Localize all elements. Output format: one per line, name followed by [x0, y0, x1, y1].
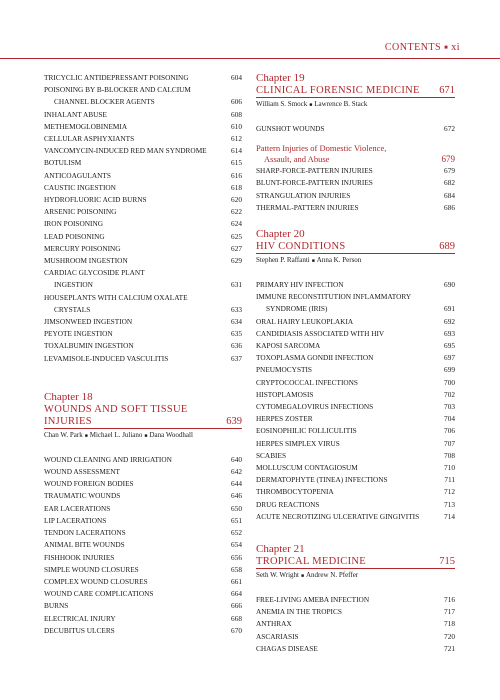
- toc-entry[interactable]: [44, 121, 242, 133]
- toc-entry[interactable]: [256, 631, 455, 643]
- toc-list: [44, 454, 242, 637]
- chapter-number: Chapter 21: [256, 543, 305, 556]
- toc-entry-title: MUSHROOM INGESTION: [44, 256, 128, 266]
- chapter-number: Chapter 19: [256, 72, 305, 84]
- toc-entry-title: JIMSONWEED INGESTION: [44, 317, 133, 327]
- toc-entry-title: TRICYCLIC ANTIDEPRESSANT POISONING: [44, 73, 189, 82]
- toc-entry[interactable]: [44, 72, 242, 84]
- author: Andrew N. Pfeffer: [306, 571, 359, 580]
- toc-entry-title: SHARP-FORCE-PATTERN INJURIES: [256, 166, 373, 176]
- toc-entry-title: VANCOMYCIN-INDUCED RED MAN SYNDROME: [44, 146, 207, 156]
- toc-entry[interactable]: [256, 618, 455, 630]
- toc-entry[interactable]: [256, 389, 455, 401]
- toc-entry-page: 610: [231, 121, 242, 131]
- toc-entry-page: 706: [444, 426, 455, 436]
- chapter-number: Chapter 20: [256, 228, 305, 241]
- toc-entry[interactable]: [44, 600, 242, 612]
- toc-entry-page: 651: [231, 515, 242, 525]
- toc-entry-page: 620: [231, 195, 242, 205]
- toc-entry-title: SYNDROME (IRIS): [266, 304, 328, 314]
- toc-entry-title: WOUND CLEANING AND IRRIGATION: [44, 454, 172, 464]
- toc-entry-page: 636: [231, 341, 242, 351]
- toc-entry-title: FISHHOOK INJURIES: [44, 552, 115, 562]
- toc-entry-title: CHANNEL BLOCKER AGENTS: [54, 97, 155, 107]
- author: Seth W. Wright: [256, 571, 299, 580]
- toc-entry-page: 682: [444, 178, 455, 188]
- toc-entry[interactable]: [256, 511, 455, 523]
- toc-entry[interactable]: [256, 364, 455, 376]
- chapter-number: Chapter 18: [44, 390, 93, 403]
- toc-entry[interactable]: [256, 177, 455, 189]
- author-separator: ■: [84, 433, 88, 439]
- toc-entry[interactable]: [44, 515, 242, 527]
- toc-entry-continuation[interactable]: [44, 304, 242, 316]
- toc-entry-page: 650: [231, 503, 242, 513]
- toc-entry-title: INGESTION: [54, 280, 93, 290]
- chapter-18: [44, 391, 242, 637]
- toc-entry-page: 702: [444, 389, 455, 399]
- toc-entry-title: ANTHRAX: [256, 619, 292, 629]
- chapter-title-row: [256, 556, 455, 569]
- toc-entry-page: 640: [231, 454, 242, 464]
- chapter-title[interactable]: CLINICAL FORENSIC MEDICINE: [256, 85, 420, 96]
- toc-entry-page: 627: [231, 243, 242, 253]
- toc-entry-title: BLUNT-FORCE-PATTERN INJURIES: [256, 178, 373, 188]
- toc-entry-title: WOUND ASSESSMENT: [44, 467, 121, 477]
- toc-entry-page: 690: [444, 280, 455, 290]
- toc-entry-title: IMMUNE RECONSTITUTION INFLAMMATORY: [256, 292, 412, 302]
- chapter-authors: [256, 570, 455, 582]
- toc-entry-title: PRIMARY HIV INFECTION: [256, 280, 344, 290]
- toc-entry-page: [439, 291, 455, 303]
- toc-entry[interactable]: [256, 377, 455, 389]
- header-separator: ■: [444, 44, 449, 51]
- toc-entry-page: 707: [444, 438, 455, 448]
- toc-entry-page: 699: [444, 365, 455, 375]
- chapter-authors: [256, 255, 455, 267]
- chapter-title-cont[interactable]: INJURIES: [44, 415, 92, 427]
- toc-entry[interactable]: [44, 613, 242, 625]
- chapter-title[interactable]: WOUNDS AND SOFT TISSUE: [44, 403, 188, 415]
- toc-entry-title: CYTOMEGALOVIRUS INFECTIONS: [256, 402, 374, 412]
- chapter-page: 671: [439, 85, 455, 96]
- toc-entry[interactable]: [256, 340, 455, 352]
- toc-entry-title: WOUND FOREIGN BODIES: [44, 479, 134, 489]
- toc-entry[interactable]: [44, 588, 242, 600]
- toc-entry-title: SCABIES: [256, 450, 287, 460]
- toc-entry-title: LEAD POISONING: [44, 231, 105, 241]
- toc-entry[interactable]: [44, 243, 242, 255]
- toc-entry[interactable]: [44, 109, 242, 121]
- toc-entry-page: 622: [231, 207, 242, 217]
- toc-entry-page: 684: [444, 190, 455, 200]
- toc-entry-page: 666: [231, 601, 242, 611]
- toc-entry-title: CELLULAR ASPHYXIANTS: [44, 134, 135, 144]
- chapter-page: 689: [439, 241, 455, 253]
- toc-entry-page: 708: [444, 450, 455, 460]
- toc-entry-page: 672: [444, 124, 455, 133]
- toc-entry-title: EOSINOPHILIC FOLLICULITIS: [256, 426, 357, 436]
- toc-entry[interactable]: [44, 255, 242, 267]
- toc-entry[interactable]: [44, 328, 242, 340]
- toc-entry-title: ELECTRICAL INJURY: [44, 613, 116, 623]
- toc-entry[interactable]: [44, 490, 242, 502]
- toc-entry[interactable]: [44, 564, 242, 576]
- author-separator: ■: [311, 259, 315, 265]
- toc-entry[interactable]: [256, 279, 455, 291]
- toc-entry[interactable]: [256, 352, 455, 364]
- toc-entry[interactable]: [44, 292, 242, 304]
- toc-entry-title: BOTULISM: [44, 158, 82, 168]
- toc-entry[interactable]: [256, 123, 455, 135]
- toc-entry-page: 670: [231, 625, 242, 635]
- toc-entry[interactable]: [256, 606, 455, 618]
- toc-entry-page: 624: [231, 219, 242, 229]
- left-column: [44, 72, 242, 637]
- toc-entry[interactable]: [44, 267, 242, 279]
- toc-entry-title: STRANGULATION INJURIES: [256, 190, 351, 200]
- toc-entry-page: 634: [231, 317, 242, 327]
- toc-entry-page: 631: [231, 280, 242, 290]
- toc-entry-page: 714: [444, 511, 455, 521]
- toc-entry-title: METHEMOGLOBINEMIA: [44, 121, 128, 131]
- toc-list: [256, 123, 455, 135]
- toc-list-continued: [44, 72, 242, 365]
- toc-entry-continuation[interactable]: [44, 96, 242, 108]
- author-separator: ■: [144, 433, 148, 439]
- toc-entry[interactable]: [44, 194, 242, 206]
- toc-entry-page: 691: [444, 304, 455, 314]
- toc-entry[interactable]: [256, 594, 455, 606]
- toc-entry[interactable]: [44, 478, 242, 490]
- toc-entry-title: THROMBOCYTOPENIA: [256, 487, 334, 497]
- toc-entry-continuation[interactable]: [256, 303, 455, 315]
- toc-list: [256, 165, 455, 214]
- toc-entry[interactable]: [44, 182, 242, 194]
- toc-entry-title: ORAL HAIRY LEUKOPLAKIA: [256, 316, 354, 326]
- chapter-21: [256, 543, 455, 655]
- toc-entry[interactable]: [256, 413, 455, 425]
- toc-entry-page: 661: [231, 576, 242, 586]
- running-header: [385, 42, 460, 53]
- toc-entry-title: EAR LACERATIONS: [44, 503, 111, 513]
- toc-entry-page: [226, 292, 242, 304]
- toc-entry[interactable]: [44, 527, 242, 539]
- toc-entry-title: PEYOTE INGESTION: [44, 329, 113, 339]
- toc-entry[interactable]: [256, 486, 455, 498]
- toc-entry-page: 644: [231, 479, 242, 489]
- toc-entry-title: CANDIDIASIS ASSOCIATED WITH HIV: [256, 328, 385, 338]
- author: Anna K. Person: [316, 256, 362, 265]
- toc-entry-page: 604: [231, 73, 242, 82]
- toc-entry-title: GUNSHOT WOUNDS: [256, 124, 325, 133]
- toc-entry-page: 635: [231, 329, 242, 339]
- toc-entry-page: 646: [231, 491, 242, 501]
- toc-list: [256, 594, 455, 655]
- toc-entry-page: 668: [231, 613, 242, 623]
- toc-entry-title: HISTOPLAMOSIS: [256, 389, 314, 399]
- toc-entry-page: 656: [231, 552, 242, 562]
- toc-entry-page: 712: [444, 487, 455, 497]
- toc-entry[interactable]: [44, 206, 242, 218]
- toc-entry[interactable]: [44, 454, 242, 466]
- chapter-authors: [44, 430, 242, 442]
- toc-entry-title: CRYSTALS: [54, 304, 91, 314]
- toc-entry[interactable]: [44, 552, 242, 564]
- toc-entry-title: DRUG REACTIONS: [256, 499, 320, 509]
- toc-entry[interactable]: [256, 165, 455, 177]
- toc-entry-title: TOXALBUMIN INGESTION: [44, 341, 134, 351]
- toc-entry[interactable]: [44, 157, 242, 169]
- toc-entry-page: 692: [444, 316, 455, 326]
- toc-entry-title: FREE-LIVING AMEBA INFECTION: [256, 595, 370, 605]
- chapter-title-row: [256, 85, 455, 98]
- toc-entry-title: ASCARIASIS: [256, 631, 299, 641]
- section-title-cont[interactable]: Assault, and Abuse: [264, 154, 330, 165]
- toc-entry[interactable]: [44, 133, 242, 145]
- toc-entry-page: 703: [444, 402, 455, 412]
- toc-entry-page: 637: [231, 353, 242, 363]
- toc-entry-title: DECUBITUS ULCERS: [44, 625, 115, 635]
- toc-entry-title: COMPLEX WOUND CLOSURES: [44, 576, 148, 586]
- toc-entry-page: 721: [444, 643, 455, 653]
- toc-entry-title: CRYPTOCOCCAL INFECTIONS: [256, 377, 358, 387]
- toc-entry-page: 614: [231, 146, 242, 156]
- section-title[interactable]: Pattern Injuries of Domestic Violence,: [256, 143, 387, 154]
- toc-entry-title: INHALANT ABUSE: [44, 109, 107, 119]
- section-title-row: [256, 143, 455, 154]
- toc-entry-continuation[interactable]: [44, 279, 242, 291]
- toc-entry-title: PNEUMOCYSTIS: [256, 365, 312, 375]
- toc-entry-title: TOXOPLASMA GONDII INFECTION: [256, 353, 374, 363]
- toc-entry[interactable]: [44, 539, 242, 551]
- chapter-title-line-2: [44, 416, 242, 429]
- chapter-title[interactable]: HIV CONDITIONS: [256, 241, 346, 253]
- toc-entry-title: HERPES SIMPLEX VIRUS: [256, 438, 340, 448]
- toc-entry[interactable]: [256, 190, 455, 202]
- toc-entry[interactable]: [44, 625, 242, 637]
- toc-entry[interactable]: [256, 291, 455, 303]
- toc-entry-page: 679: [444, 166, 455, 176]
- toc-entry[interactable]: [44, 145, 242, 157]
- toc-entry[interactable]: [256, 474, 455, 486]
- toc-entry-title: LIP LACERATIONS: [44, 515, 107, 525]
- toc-entry-page: 629: [231, 256, 242, 266]
- header-page-number: xi: [451, 42, 460, 53]
- toc-entry-title: ANEMIA IN THE TROPICS: [256, 607, 342, 617]
- toc-entry-page: 642: [231, 467, 242, 477]
- toc-entry-page: 695: [444, 341, 455, 351]
- toc-list: [256, 279, 455, 523]
- right-column: [256, 72, 455, 655]
- toc-entry-page: 718: [444, 619, 455, 629]
- toc-entry-page: 700: [444, 377, 455, 387]
- toc-entry[interactable]: [44, 170, 242, 182]
- toc-entry-page: 686: [444, 202, 455, 212]
- toc-entry-title: LEVAMISOLE-INDUCED VASCULITIS: [44, 353, 169, 363]
- toc-entry-title: HOUSEPLANTS WITH CALCIUM OXALATE: [44, 292, 188, 302]
- toc-entry-page: 716: [444, 595, 455, 605]
- chapter-page: 715: [439, 556, 455, 568]
- toc-entry[interactable]: [44, 84, 242, 96]
- toc-entry-title: SIMPLE WOUND CLOSURES: [44, 564, 139, 574]
- author: Chan W. Park: [44, 430, 83, 439]
- section-page: 679: [441, 154, 455, 165]
- toc-entry-title: IRON POISONING: [44, 219, 103, 229]
- header-rule: [0, 58, 500, 59]
- author: William S. Smock: [256, 100, 308, 108]
- toc-entry-page: 658: [231, 564, 242, 574]
- toc-entry-page: 711: [444, 475, 455, 485]
- chapter-20: [256, 228, 455, 523]
- toc-entry-page: 664: [231, 589, 242, 599]
- toc-entry-page: 697: [444, 353, 455, 363]
- toc-entry-title: CAUSTIC INGESTION: [44, 182, 116, 192]
- toc-entry[interactable]: [44, 218, 242, 230]
- toc-entry-page: 612: [231, 134, 242, 144]
- author-separator: ■: [300, 574, 304, 580]
- toc-entry-title: HERPES ZOSTER: [256, 414, 313, 424]
- toc-entry-title: ACUTE NECROTIZING ULCERATIVE GINGIVITIS: [256, 511, 420, 521]
- toc-entry-title: WOUND CARE COMPLICATIONS: [44, 589, 154, 599]
- chapter-page: 639: [226, 415, 242, 427]
- toc-entry[interactable]: [44, 466, 242, 478]
- toc-entry-title: MOLLUSCUM CONTAGIOSUM: [256, 463, 358, 473]
- chapter-title-row: [256, 241, 455, 254]
- toc-entry-title: TENDON LACERATIONS: [44, 528, 126, 538]
- toc-entry-page: 633: [231, 304, 242, 314]
- toc-entry-page: [226, 84, 242, 96]
- toc-entry-title: CHAGAS DISEASE: [256, 643, 318, 653]
- toc-entry[interactable]: [44, 353, 242, 365]
- toc-entry-page: 608: [231, 109, 242, 119]
- toc-entry[interactable]: [256, 328, 455, 340]
- chapter-authors: [256, 99, 455, 111]
- toc-entry-title: THERMAL-PATTERN INJURIES: [256, 202, 359, 212]
- toc-entry[interactable]: [256, 202, 455, 214]
- toc-entry[interactable]: [256, 643, 455, 655]
- chapter-19: [256, 72, 455, 214]
- toc-entry-page: 713: [444, 499, 455, 509]
- author: Stephen P. Raffanti: [256, 256, 310, 265]
- toc-entry-page: 654: [231, 540, 242, 550]
- author: Lawrence B. Stack: [314, 100, 368, 108]
- toc-entry[interactable]: [256, 425, 455, 437]
- author-separator: ■: [309, 103, 313, 108]
- toc-entry-page: 618: [231, 182, 242, 192]
- toc-entry-page: 693: [444, 328, 455, 338]
- toc-entry-title: POISONING BY Β-BLOCKER AND CALCIUM: [44, 85, 191, 95]
- toc-entry-title: ANTICOAGULANTS: [44, 170, 111, 180]
- section-title-row-2: [256, 154, 455, 165]
- header-label: CONTENTS: [384, 42, 442, 53]
- toc-entry[interactable]: [256, 450, 455, 462]
- toc-entry[interactable]: [256, 401, 455, 413]
- toc-entry-page: 720: [444, 631, 455, 641]
- toc-entry-page: [226, 267, 242, 279]
- toc-entry-page: 652: [231, 528, 242, 538]
- toc-entry-title: BURNS: [44, 601, 69, 611]
- toc-entry-page: 717: [444, 607, 455, 617]
- toc-entry[interactable]: [44, 503, 242, 515]
- toc-entry-page: 615: [231, 158, 242, 168]
- author: Michael L. Juliano: [89, 430, 143, 439]
- toc-entry-page: 710: [444, 463, 455, 473]
- toc-entry-page: 616: [231, 170, 242, 180]
- toc-entry-title: ARSENIC POISONING: [44, 207, 117, 217]
- toc-entry-title: DERMATOPHYTE (TINEA) INFECTIONS: [256, 475, 388, 485]
- toc-entry[interactable]: [256, 316, 455, 328]
- toc-entry-page: 704: [444, 414, 455, 424]
- toc-entry[interactable]: [44, 231, 242, 243]
- toc-entry-title: CARDIAC GLYCOSIDE PLANT: [44, 268, 145, 278]
- toc-entry[interactable]: [256, 499, 455, 511]
- toc-entry-title: ANIMAL BITE WOUNDS: [44, 540, 125, 550]
- toc-entry[interactable]: [256, 438, 455, 450]
- toc-entry[interactable]: [44, 316, 242, 328]
- toc-entry[interactable]: [44, 340, 242, 352]
- author: Dana Woodhall: [149, 430, 193, 439]
- toc-entry[interactable]: [44, 576, 242, 588]
- chapter-title[interactable]: TROPICAL MEDICINE: [256, 556, 366, 568]
- toc-entry-title: TRAUMATIC WOUNDS: [44, 491, 121, 501]
- toc-entry-title: MERCURY POISONING: [44, 243, 121, 253]
- chapter-title-line-1: [44, 404, 242, 416]
- toc-entry-page: 625: [231, 231, 242, 241]
- toc-entry-title: HYDROFLUORIC ACID BURNS: [44, 195, 147, 205]
- toc-entry[interactable]: [256, 462, 455, 474]
- toc-entry-title: KAPOSI SARCOMA: [256, 341, 321, 351]
- toc-entry-page: 606: [231, 97, 242, 107]
